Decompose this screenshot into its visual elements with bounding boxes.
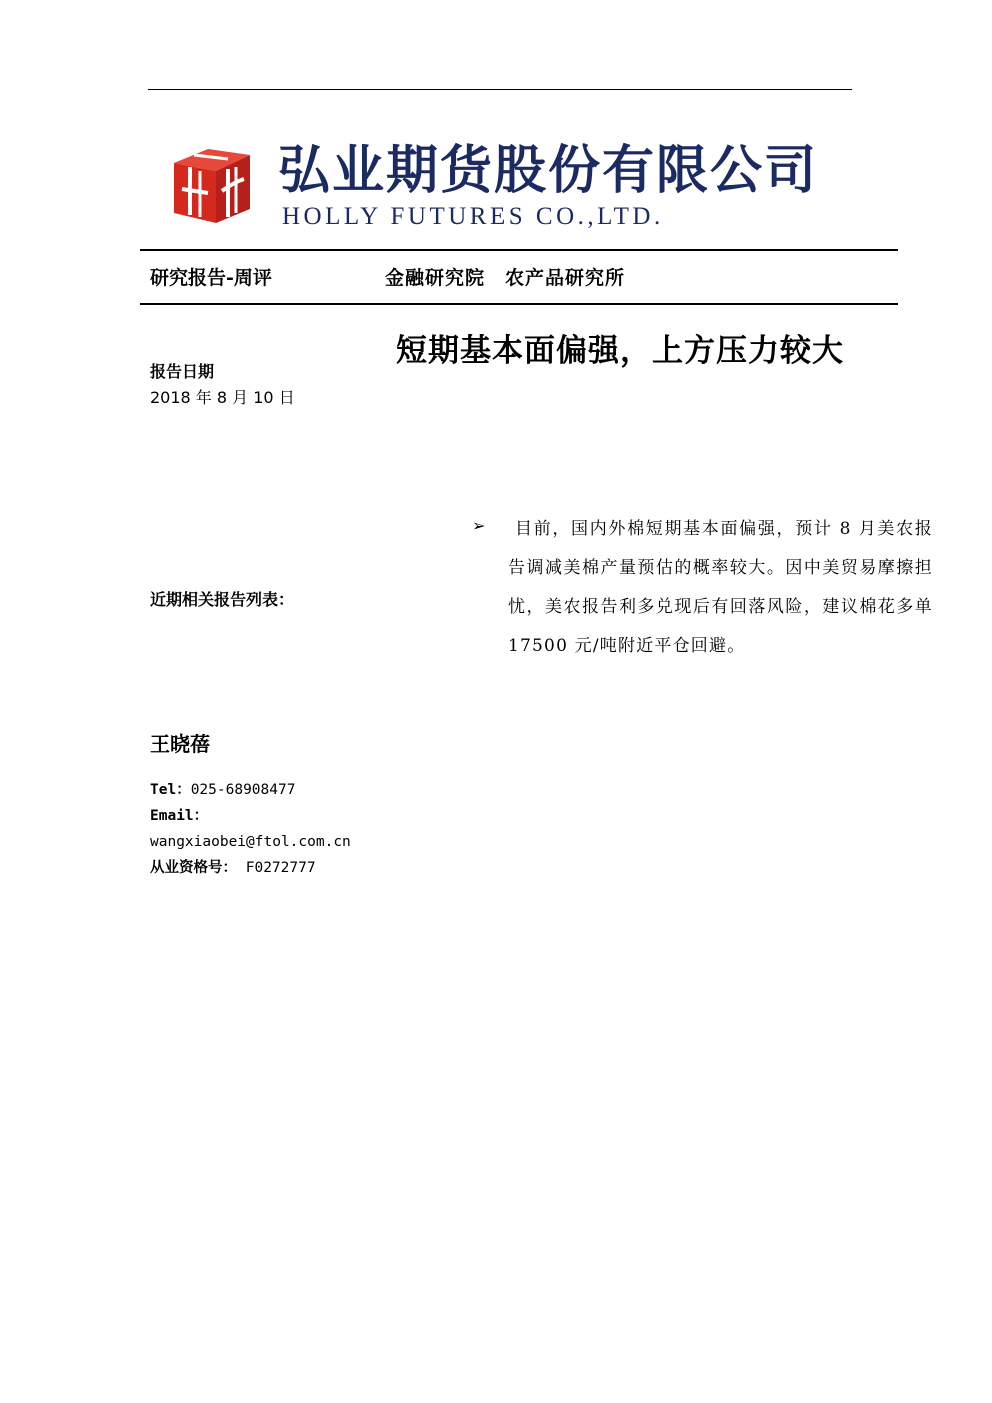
author-name: 王晓蓓 [150, 732, 210, 756]
band-top-rule [140, 249, 898, 251]
date-label: 报告日期 [150, 362, 215, 381]
author-email-label-line [150, 805, 208, 827]
report-title: 短期基本面偏强，上方压力较大 [396, 333, 844, 369]
company-name-en: HOLLY FUTURES CO.,LTD. [282, 203, 664, 230]
email-label: Email： [150, 808, 209, 824]
tel-value: 025-68908477 [190, 782, 296, 798]
author-email [150, 831, 351, 853]
license-value: F0272777 [245, 860, 316, 876]
related-reports-label: 近期相关报告列表： [150, 590, 295, 609]
company-logo-icon [170, 141, 252, 225]
bullet-arrow-icon: ➢ [472, 516, 486, 535]
company-name-cn: 弘业期货股份有限公司 [278, 140, 819, 201]
report-type: 研究报告-周评 [150, 267, 272, 289]
license-label: 从业资格号： [150, 859, 237, 876]
top-rule [148, 89, 852, 90]
email-value: wangxiaobei@ftol.com.cn [150, 834, 351, 850]
tel-label: Tel： [150, 782, 191, 798]
band-bottom-rule [140, 303, 898, 305]
author-tel [150, 779, 295, 801]
summary-paragraph: 目前，国内外棉短期基本面偏强，预计 8 月美农报告调减美棉产量预估的概率较大。因中美贸易摩擦担忧，美农报告利多兑现后有回落风险，建议棉花多单 17500 元/吨附近平仓回避。 [508, 519, 933, 656]
date-value: 2018 年 8 月 10 日 [150, 388, 295, 407]
author-license [150, 857, 316, 879]
department: 金融研究院 农产品研究所 [385, 267, 626, 289]
